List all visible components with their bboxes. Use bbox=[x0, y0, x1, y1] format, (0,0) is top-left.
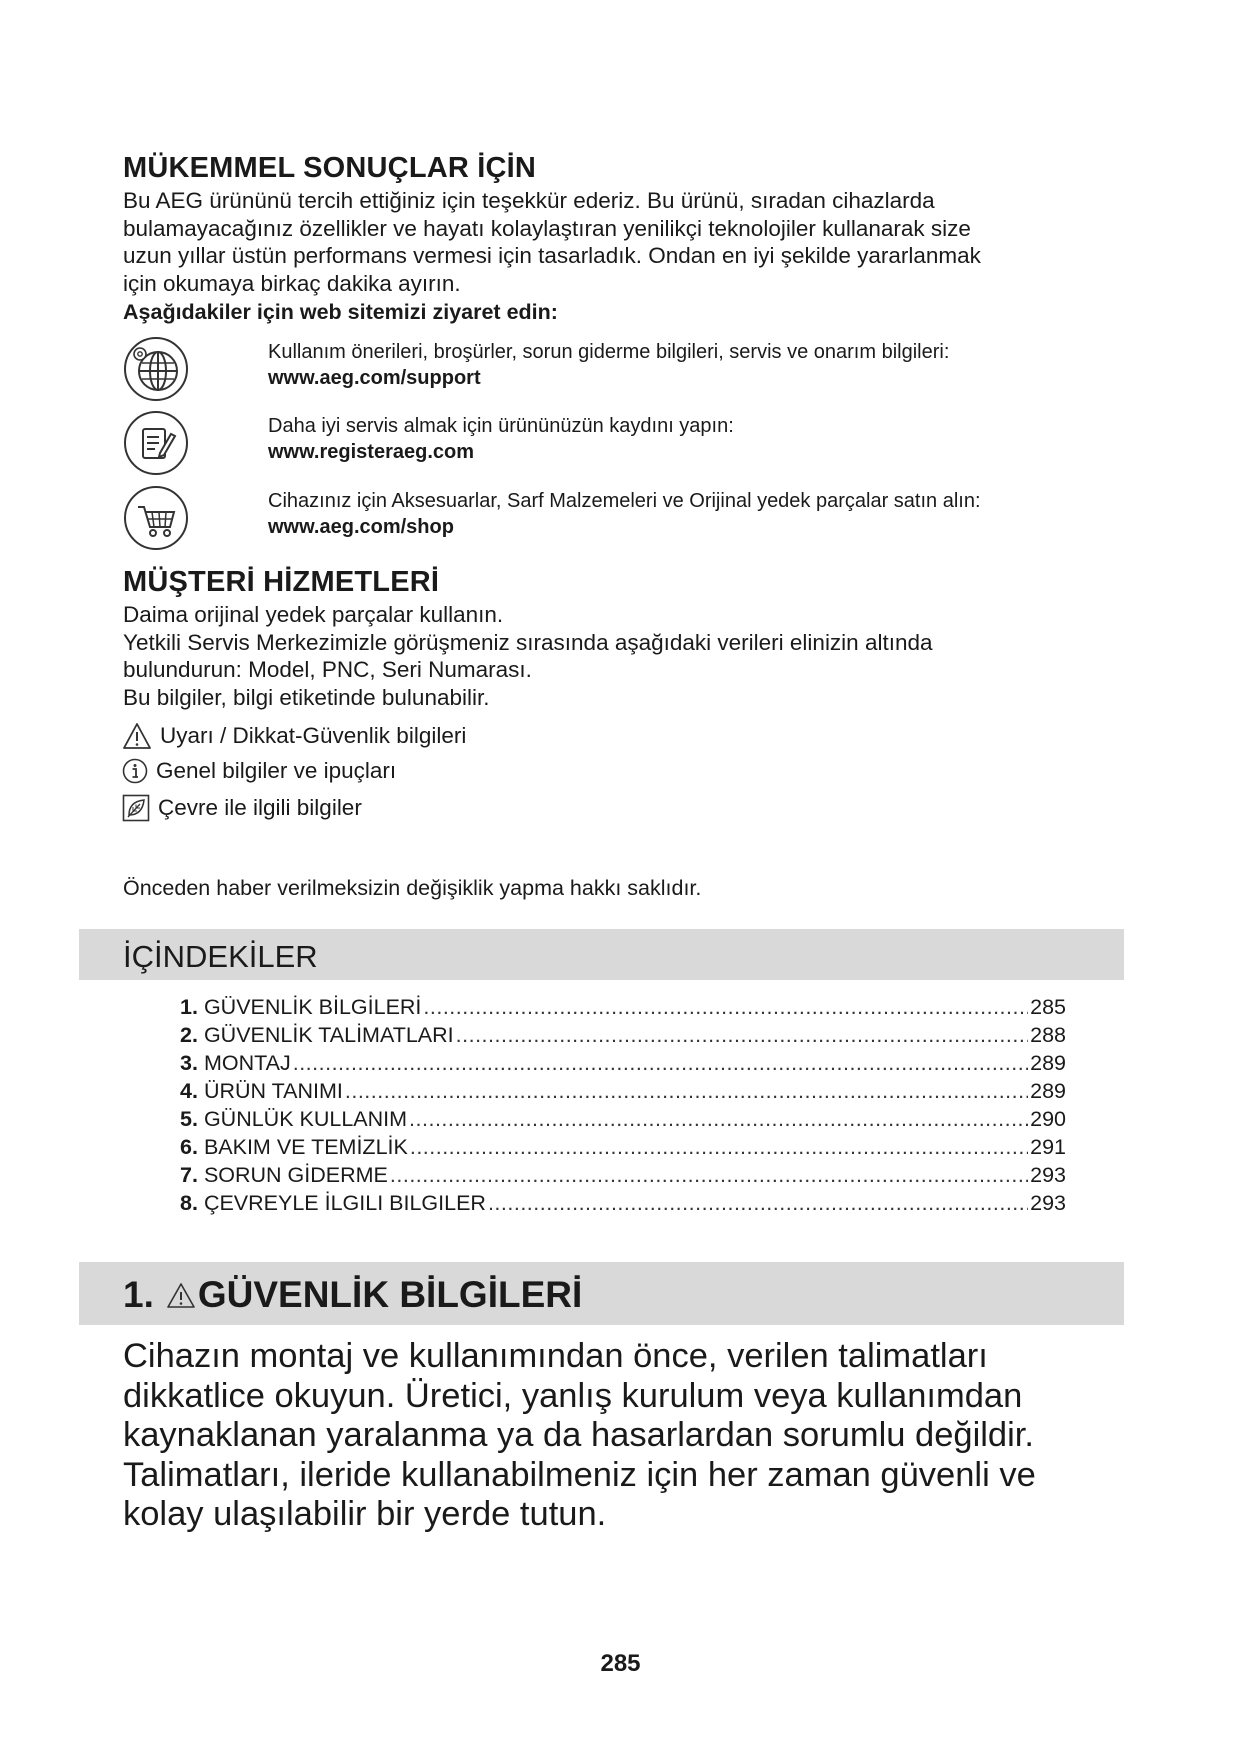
register-link[interactable]: www.registeraeg.com bbox=[268, 441, 474, 463]
legend-warning bbox=[122, 722, 466, 750]
link-description: Daha iyi servis almak için ürününüzün kaydını yapın: bbox=[268, 415, 734, 437]
toc-title: İÇİNDEKİLER bbox=[123, 939, 318, 974]
toc-item-label: GÜVENLİK BİLGİLERİ bbox=[203, 995, 422, 1019]
customer-line: Bu bilgiler, bilgi etiketinde bulunabilir. bbox=[123, 684, 490, 710]
customer-line: bulundurun: Model, PNC, Seri Numarası. bbox=[123, 657, 532, 682]
toc-item-page: 285 bbox=[1030, 995, 1066, 1019]
toc-item[interactable]: 7. SORUN GİDERME ..... 293 bbox=[180, 1163, 1066, 1191]
safety-section-heading bbox=[123, 1274, 582, 1316]
toc-item-page: 289 bbox=[1030, 1051, 1066, 1075]
register-icon bbox=[122, 409, 190, 477]
support-link[interactable]: www.aeg.com/support bbox=[268, 367, 481, 389]
link-description: Kullanım önerileri, broşürler, sorun giderme bilgileri, servis ve onarım bilgileri: bbox=[268, 341, 950, 363]
toc-item-page: 290 bbox=[1030, 1107, 1066, 1131]
customer-line: Daima orijinal yedek parçalar kullanın. bbox=[123, 602, 504, 627]
toc-item-label: MONTAJ bbox=[203, 1051, 291, 1075]
section-title-customer-service: MÜŞTERİ HİZMETLERİ bbox=[123, 566, 440, 598]
intro-line: Bu AEG ürününü tercih ettiğiniz için teşekkür ederiz. Bu ürünü, sıradan cihazlarda bbox=[123, 188, 935, 213]
toc-item[interactable]: 2. GÜVENLİK TALİMATLARI ..... 288 bbox=[180, 1023, 1066, 1051]
toc-item-label: GÜNLÜK KULLANIM bbox=[203, 1107, 408, 1131]
section-title-perfect-results: MÜKEMMEL SONUÇLAR İÇİN bbox=[123, 152, 537, 184]
safety-line: kaynaklanan yaralanma ya da hasarlardan sorumlu değildir. bbox=[123, 1416, 1034, 1454]
toc-item[interactable]: 3. MONTAJ ..... 289 bbox=[180, 1051, 1066, 1079]
customer-paragraph bbox=[123, 601, 933, 711]
intro-paragraph bbox=[123, 187, 981, 297]
legend-environment bbox=[122, 794, 362, 822]
toc-item-page: 293 bbox=[1030, 1191, 1066, 1215]
warning-icon bbox=[122, 722, 152, 750]
legend-label: Genel bilgiler ve ipuçları bbox=[156, 758, 397, 783]
link-row-register bbox=[122, 409, 1122, 479]
change-notice: Önceden haber verilmeksizin değişiklik yapma hakkı saklıdır. bbox=[123, 876, 702, 900]
toc-item[interactable]: 6. BAKIM VE TEMİZLİK ..... 291 bbox=[180, 1135, 1066, 1163]
toc-header-band bbox=[79, 929, 1124, 980]
toc-item[interactable]: 5. GÜNLÜK KULLANIM ..... 290 bbox=[180, 1107, 1066, 1135]
toc-item-page: 291 bbox=[1030, 1135, 1066, 1159]
legend-info bbox=[122, 758, 396, 784]
toc-item[interactable]: 1. GÜVENLİK BİLGİLERİ ..... 285 bbox=[180, 995, 1066, 1023]
legend-label: Uyarı / Dikkat-Güvenlik bilgileri bbox=[160, 723, 467, 748]
globe-icon bbox=[122, 335, 190, 403]
shopping-cart-icon bbox=[122, 484, 190, 552]
safety-line: dikkatlice okuyun. Üretici, yanlış kurulum veya kullanımdan bbox=[123, 1376, 1023, 1415]
link-row-support bbox=[122, 335, 1122, 405]
toc-item-label: SORUN GİDERME bbox=[203, 1163, 388, 1187]
safety-line: Talimatları, ileride kullanabilmeniz için her zaman güvenli ve bbox=[123, 1455, 1036, 1494]
safety-intro-paragraph bbox=[123, 1337, 1036, 1535]
toc-item-label: GÜVENLİK TALİMATLARI bbox=[203, 1023, 454, 1047]
intro-line: için okumaya birkaç dakika ayırın. bbox=[123, 270, 461, 296]
intro-line: uzun yıllar üstün performans vermesi için tasarladık. Ondan en iyi şekilde yararlanmak bbox=[123, 243, 981, 268]
section-title: GÜVENLİK BİLGİLERİ bbox=[197, 1274, 583, 1315]
warning-icon bbox=[166, 1281, 196, 1309]
safety-header-band bbox=[79, 1262, 1124, 1325]
visit-website-heading: Aşağıdakiler için web sitemizi ziyaret edin: bbox=[123, 300, 558, 324]
page-number: 285 bbox=[600, 1650, 641, 1677]
toc-item-page: 293 bbox=[1030, 1163, 1066, 1187]
section-number: 1. bbox=[123, 1274, 154, 1315]
toc-item-page: 288 bbox=[1030, 1023, 1066, 1047]
toc-item-label: ÜRÜN TANIMI bbox=[203, 1079, 343, 1103]
toc-item-page: 289 bbox=[1030, 1079, 1066, 1103]
toc-item[interactable]: 4. ÜRÜN TANIMI ..... 289 bbox=[180, 1079, 1066, 1107]
safety-line: kolay ulaşılabilir bir yerde tutun. bbox=[123, 1495, 607, 1533]
legend-label: Çevre ile ilgili bilgiler bbox=[158, 795, 362, 820]
intro-line: bulamayacağınız özellikler ve hayatı kolaylaştıran yenilikçi teknolojiler kullanarak size bbox=[123, 215, 971, 241]
info-icon bbox=[122, 758, 148, 784]
toc-item-label: ÇEVREYLE İLGILI BILGILER bbox=[203, 1191, 486, 1215]
link-row-shop bbox=[122, 484, 1122, 554]
toc-item[interactable]: 8. ÇEVREYLE İLGILI BILGILER ..... 293 bbox=[180, 1191, 1066, 1219]
toc-item-label: BAKIM VE TEMİZLİK bbox=[203, 1135, 408, 1159]
shop-link[interactable]: www.aeg.com/shop bbox=[268, 516, 454, 538]
leaf-icon bbox=[122, 794, 150, 822]
safety-line: Cihazın montaj ve kullanımından önce, verilen talimatları bbox=[123, 1337, 988, 1375]
customer-line: Yetkili Servis Merkezimizle görüşmeniz sırasında aşağıdaki verileri elinizin altında bbox=[123, 629, 933, 655]
link-description: Cihazınız için Aksesuarlar, Sarf Malzemeleri ve Orijinal yedek parçalar satın alın: bbox=[268, 490, 981, 512]
